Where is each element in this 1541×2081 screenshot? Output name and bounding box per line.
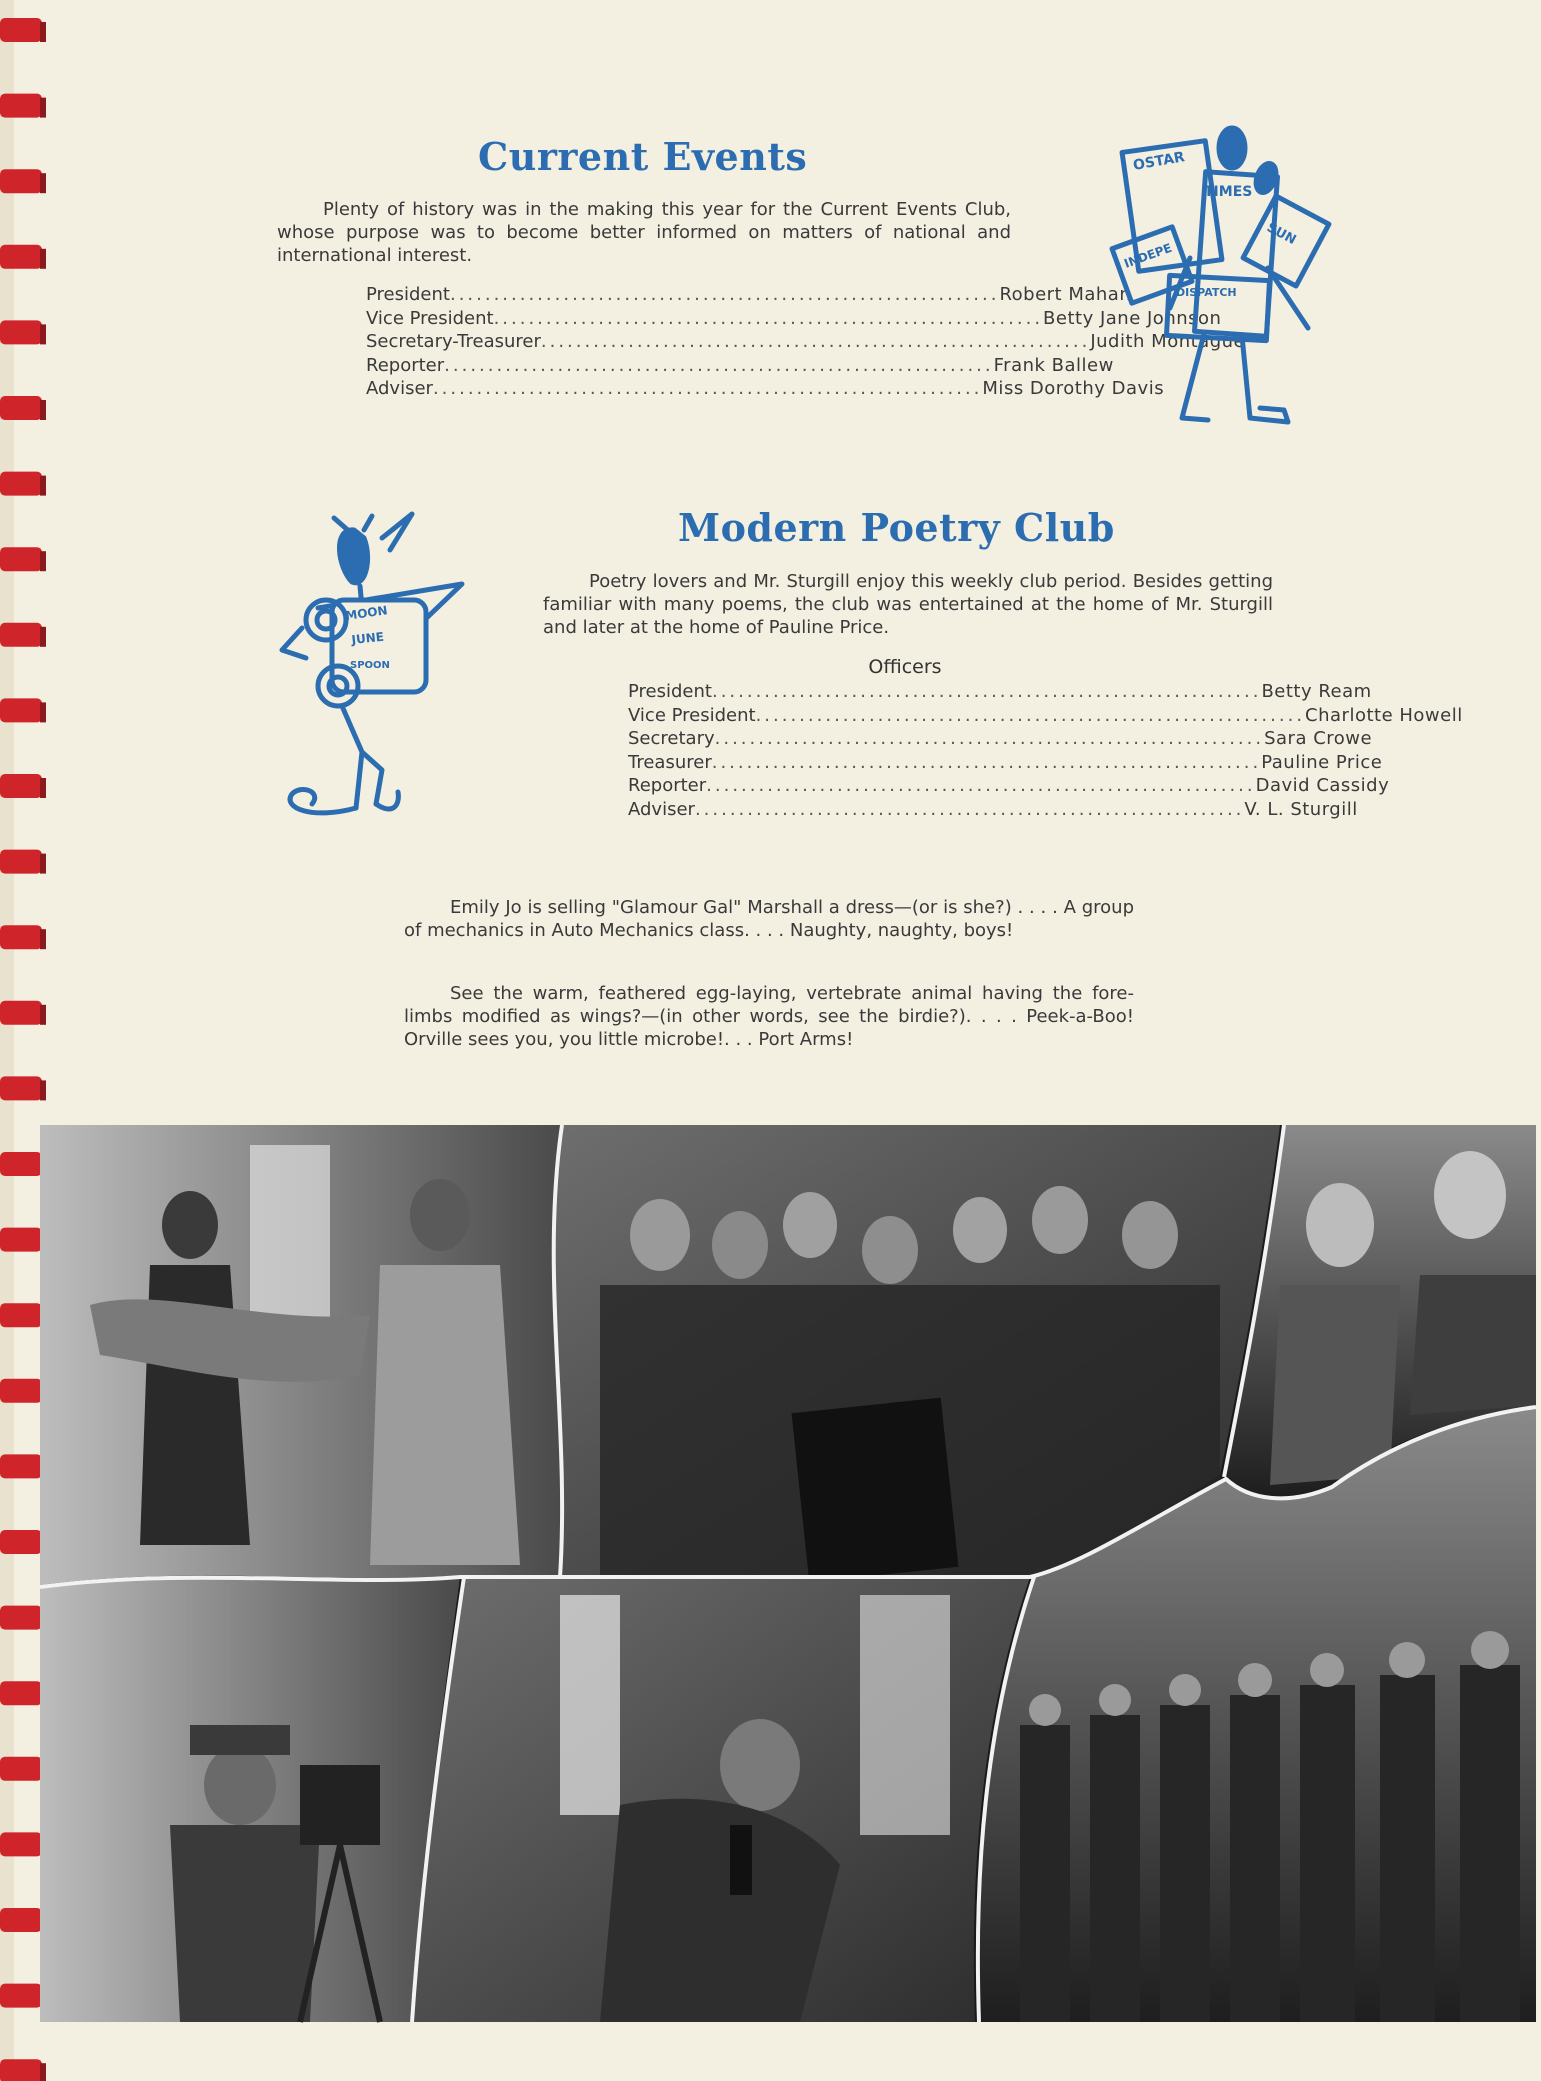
illustration-label: DISPATCH xyxy=(1176,286,1237,299)
binding-ring xyxy=(0,1606,42,1630)
modern-poetry-officers xyxy=(628,680,1463,821)
binding-ring xyxy=(0,1681,42,1705)
binding-ring xyxy=(0,320,42,344)
binding-ring xyxy=(0,1454,42,1478)
modern-poetry-title: Modern Poetry Club xyxy=(678,505,1115,550)
binding-ring xyxy=(0,925,42,949)
binding-ring xyxy=(0,2059,42,2081)
binding-ring-hole xyxy=(40,98,46,118)
poetry-scroll-figure-illustration xyxy=(272,508,472,818)
binding-ring xyxy=(0,1152,42,1176)
binding-ring xyxy=(0,18,42,42)
binding-ring xyxy=(0,1908,42,1932)
binding-ring xyxy=(0,1984,42,2008)
binding-ring xyxy=(0,547,42,571)
binding-ring-hole xyxy=(40,702,46,722)
binding-ring-hole xyxy=(40,551,46,571)
photo-caption-bottom: See the warm, feathered egg-laying, vertebrate animal having the fore-limbs modified as wings?—(in other words, see the birdie?). . . . Peek-a-Boo! Orville sees you, you little microbe!. . . Port Arms! xyxy=(404,983,1134,1050)
binding-ring xyxy=(0,1076,42,1100)
binding-ring xyxy=(0,1832,42,1856)
officer-row: President ............................................................... Robert Mahan xyxy=(366,284,1132,305)
officers-heading: Officers xyxy=(868,656,942,678)
illustration-label: TIMES xyxy=(1204,184,1253,200)
officer-row: Adviser ............................................................... Miss Dorothy Davis xyxy=(366,378,1165,399)
officer-row: Adviser ............................................................... V. L. Sturgill xyxy=(628,798,1358,820)
binding-ring xyxy=(0,774,42,798)
binding-ring-hole xyxy=(40,22,46,42)
illustration-label: INDEPE xyxy=(1122,240,1174,271)
binding-ring xyxy=(0,94,42,118)
binding-ring-hole xyxy=(40,627,46,647)
binding-ring xyxy=(0,1228,42,1252)
binding-ring-hole xyxy=(40,1005,46,1025)
binding-ring-hole xyxy=(40,173,46,193)
officer-row: Secretary-Treasurer ............................................................... Judith Montague xyxy=(366,331,1246,352)
binding-ring-hole xyxy=(40,854,46,874)
illustration-label: MOON xyxy=(344,603,389,623)
binding-ring xyxy=(0,1001,42,1025)
modern-poetry-description: Poetry lovers and Mr. Sturgill enjoy this weekly club period. Besides getting familiar with many poems, the club was entertained at the home of Mr. Sturgill and later at the home of Pauline Price. xyxy=(543,571,1273,638)
officer-row: President ............................................................... Betty Ream xyxy=(628,681,1372,702)
officer-row: Reporter ............................................................... Frank Ballew xyxy=(366,354,1114,376)
officer-row: Vice President ............................................................... Charlotte Howell xyxy=(628,704,1463,726)
illustration-label: SPOON xyxy=(350,660,390,671)
photo-dress-sale xyxy=(40,1125,562,1585)
illustration-label: JUNE xyxy=(350,629,385,647)
current-events-description: Plenty of history was in the making this year for the Current Events Club, whose purpose was to become better informed on matters of national and international interest. xyxy=(277,199,1011,266)
binding-ring xyxy=(0,1757,42,1781)
current-events-title: Current Events xyxy=(478,134,808,179)
binding-ring-hole xyxy=(40,2063,46,2081)
illustration-label: OSTAR xyxy=(1131,149,1186,174)
newspaper-figure-illustration xyxy=(1108,118,1348,438)
photo-microscope xyxy=(412,1577,1030,2022)
binding-ring xyxy=(0,169,42,193)
officer-row: Secretary ............................................................... Sara Crowe xyxy=(628,728,1373,749)
officer-row: Reporter ............................................................... David Cassidy xyxy=(628,775,1390,796)
officer-row: Vice President ............................................................... Betty Jane Johnson xyxy=(366,307,1222,329)
photo-montage xyxy=(40,1125,1536,2022)
binding-ring-hole xyxy=(40,778,46,798)
binding-ring-hole xyxy=(40,249,46,269)
binding-ring xyxy=(0,698,42,722)
binding-ring-hole xyxy=(40,476,46,496)
binding-ring xyxy=(0,1303,42,1327)
binding-ring xyxy=(0,1530,42,1554)
binding-ring xyxy=(0,623,42,647)
binding-ring-hole xyxy=(40,1080,46,1100)
binding-ring-hole xyxy=(40,929,46,949)
binding-ring xyxy=(0,1379,42,1403)
illustration-label: SUN xyxy=(1264,220,1299,248)
binding-ring-hole xyxy=(40,400,46,420)
officer-row: Treasurer ............................................................... Pauline Price xyxy=(628,751,1383,773)
binding-ring xyxy=(0,245,42,269)
binding-ring xyxy=(0,850,42,874)
binding-ring xyxy=(0,396,42,420)
photo-photographer xyxy=(40,1577,460,2022)
binding-ring xyxy=(0,472,42,496)
binding-ring-hole xyxy=(40,324,46,344)
photo-caption-top: Emily Jo is selling "Glamour Gal" Marshall a dress—(or is she?) . . . . A group of mechanics in Auto Mechanics class. . . . Naughty, naughty, boys! xyxy=(404,897,1134,941)
